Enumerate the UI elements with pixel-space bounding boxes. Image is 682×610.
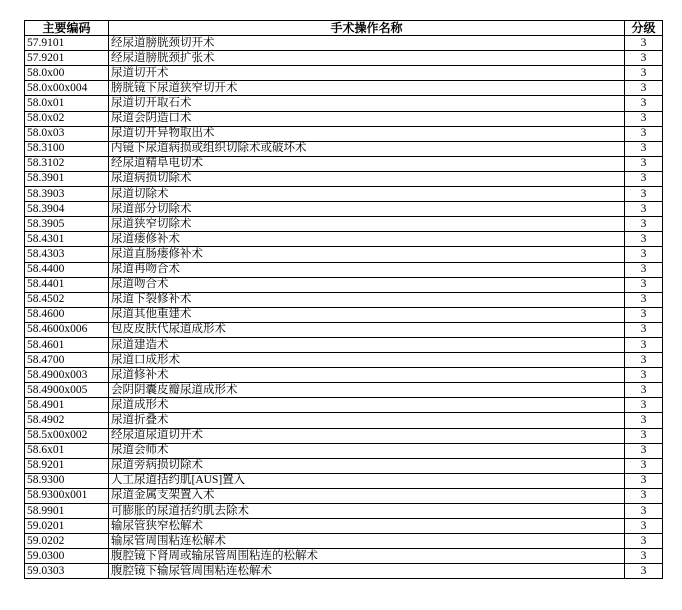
table-row <box>25 549 663 564</box>
row-grade: 3 <box>625 36 663 51</box>
row-grade: 3 <box>625 277 663 292</box>
table-row <box>25 262 663 277</box>
row-grade: 3 <box>625 262 663 277</box>
row-grade: 3 <box>625 217 663 232</box>
table-row <box>25 202 663 217</box>
row-code: 58.3100 <box>25 141 109 156</box>
row-procedure-name: 尿道其他重建术 <box>109 307 625 322</box>
row-grade: 3 <box>625 443 663 458</box>
table-row <box>25 36 663 51</box>
row-procedure-name: 尿道吻合术 <box>109 277 625 292</box>
table-row <box>25 156 663 171</box>
row-grade: 3 <box>625 156 663 171</box>
header-name: 手术操作名称 <box>109 21 625 36</box>
row-grade: 3 <box>625 428 663 443</box>
table-row <box>25 232 663 247</box>
row-code: 58.3904 <box>25 202 109 217</box>
row-code: 59.0303 <box>25 564 109 579</box>
row-code: 58.0x00x004 <box>25 81 109 96</box>
row-procedure-name: 尿道下裂修补术 <box>109 292 625 307</box>
row-code: 58.3102 <box>25 156 109 171</box>
row-code: 58.4401 <box>25 277 109 292</box>
row-code: 58.0x03 <box>25 126 109 141</box>
row-code: 58.9201 <box>25 458 109 473</box>
row-grade: 3 <box>625 141 663 156</box>
row-procedure-name: 内镜下尿道病损或组织切除术或破坏术 <box>109 141 625 156</box>
header-row <box>25 21 663 36</box>
table-row <box>25 277 663 292</box>
row-procedure-name: 腹腔镜下肾周或输尿管周围粘连的松解术 <box>109 549 625 564</box>
row-procedure-name: 尿道修补术 <box>109 368 625 383</box>
table-row <box>25 171 663 186</box>
row-procedure-name: 经尿道精阜电切术 <box>109 156 625 171</box>
table-row <box>25 111 663 126</box>
row-code: 58.9901 <box>25 504 109 519</box>
table-row <box>25 81 663 96</box>
row-procedure-name: 输尿管周围粘连松解术 <box>109 534 625 549</box>
row-code: 58.4700 <box>25 353 109 368</box>
row-grade: 3 <box>625 398 663 413</box>
table-row <box>25 353 663 368</box>
table-row <box>25 473 663 488</box>
row-grade: 3 <box>625 337 663 352</box>
row-procedure-name: 人工尿道括约肌[AUS]置入 <box>109 473 625 488</box>
row-procedure-name: 经尿道尿道切开术 <box>109 428 625 443</box>
row-procedure-name: 尿道病损切除术 <box>109 171 625 186</box>
row-procedure-name: 包皮皮肤代尿道成形术 <box>109 322 625 337</box>
row-code: 59.0300 <box>25 549 109 564</box>
row-grade: 3 <box>625 187 663 202</box>
row-code: 58.6x01 <box>25 443 109 458</box>
row-code: 58.9300x001 <box>25 488 109 503</box>
table-row <box>25 187 663 202</box>
row-code: 58.3905 <box>25 217 109 232</box>
row-code: 58.0x00 <box>25 66 109 81</box>
row-procedure-name: 尿道切除术 <box>109 187 625 202</box>
header-code: 主要编码 <box>25 21 109 36</box>
row-grade: 3 <box>625 247 663 262</box>
table-row <box>25 383 663 398</box>
row-grade: 3 <box>625 519 663 534</box>
row-code: 58.4600 <box>25 307 109 322</box>
row-grade: 3 <box>625 307 663 322</box>
row-procedure-name: 尿道切开术 <box>109 66 625 81</box>
row-grade: 3 <box>625 534 663 549</box>
row-procedure-name: 会阴阴囊皮瓣尿道成形术 <box>109 383 625 398</box>
header-grade: 分级 <box>625 21 663 36</box>
row-code: 59.0201 <box>25 519 109 534</box>
row-procedure-name: 可膨胀的尿道括约肌去除术 <box>109 504 625 519</box>
table-row <box>25 398 663 413</box>
table-row <box>25 534 663 549</box>
table-row <box>25 564 663 579</box>
row-code: 58.4301 <box>25 232 109 247</box>
table-row <box>25 413 663 428</box>
row-code: 58.5x00x002 <box>25 428 109 443</box>
table-header <box>25 21 663 36</box>
row-procedure-name: 尿道口成形术 <box>109 353 625 368</box>
table-row <box>25 217 663 232</box>
row-code: 58.0x01 <box>25 96 109 111</box>
row-grade: 3 <box>625 322 663 337</box>
table-row <box>25 368 663 383</box>
row-code: 58.4900x003 <box>25 368 109 383</box>
row-grade: 3 <box>625 111 663 126</box>
table-row <box>25 126 663 141</box>
row-procedure-name: 尿道直肠瘘修补术 <box>109 247 625 262</box>
table-row <box>25 292 663 307</box>
row-code: 58.4400 <box>25 262 109 277</box>
row-procedure-name: 尿道瘘修补术 <box>109 232 625 247</box>
table-row <box>25 307 663 322</box>
row-grade: 3 <box>625 413 663 428</box>
row-procedure-name: 尿道部分切除术 <box>109 202 625 217</box>
row-code: 58.4601 <box>25 337 109 352</box>
row-procedure-name: 尿道折叠术 <box>109 413 625 428</box>
row-procedure-name: 输尿管狭窄松解术 <box>109 519 625 534</box>
table-row <box>25 247 663 262</box>
table-row <box>25 141 663 156</box>
table-row <box>25 96 663 111</box>
row-grade: 3 <box>625 96 663 111</box>
row-grade: 3 <box>625 292 663 307</box>
row-code: 57.9201 <box>25 51 109 66</box>
table-row <box>25 443 663 458</box>
row-code: 58.0x02 <box>25 111 109 126</box>
table-row <box>25 519 663 534</box>
row-grade: 3 <box>625 51 663 66</box>
row-code: 58.3903 <box>25 187 109 202</box>
row-grade: 3 <box>625 504 663 519</box>
table-row <box>25 504 663 519</box>
row-grade: 3 <box>625 383 663 398</box>
row-procedure-name: 经尿道膀胱颈切开术 <box>109 36 625 51</box>
table-row <box>25 488 663 503</box>
row-procedure-name: 腹腔镜下输尿管周围粘连松解术 <box>109 564 625 579</box>
table-row <box>25 51 663 66</box>
row-procedure-name: 尿道金属支架置入术 <box>109 488 625 503</box>
row-code: 58.3901 <box>25 171 109 186</box>
row-procedure-name: 尿道成形术 <box>109 398 625 413</box>
row-procedure-name: 尿道再吻合术 <box>109 262 625 277</box>
row-grade: 3 <box>625 126 663 141</box>
row-grade: 3 <box>625 488 663 503</box>
row-procedure-name: 尿道会阴造口术 <box>109 111 625 126</box>
table-row <box>25 428 663 443</box>
row-code: 58.4600x006 <box>25 322 109 337</box>
surgery-grade-table <box>24 20 663 579</box>
row-grade: 3 <box>625 66 663 81</box>
row-code: 58.4502 <box>25 292 109 307</box>
row-grade: 3 <box>625 232 663 247</box>
table-body <box>25 36 663 579</box>
row-grade: 3 <box>625 549 663 564</box>
table-row <box>25 322 663 337</box>
table-row <box>25 66 663 81</box>
row-procedure-name: 尿道切开取石术 <box>109 96 625 111</box>
row-grade: 3 <box>625 353 663 368</box>
row-procedure-name: 尿道旁病损切除术 <box>109 458 625 473</box>
row-code: 58.4901 <box>25 398 109 413</box>
row-procedure-name: 尿道建造术 <box>109 337 625 352</box>
row-code: 57.9101 <box>25 36 109 51</box>
row-grade: 3 <box>625 473 663 488</box>
row-grade: 3 <box>625 81 663 96</box>
row-grade: 3 <box>625 171 663 186</box>
row-code: 58.4303 <box>25 247 109 262</box>
row-grade: 3 <box>625 368 663 383</box>
row-code: 59.0202 <box>25 534 109 549</box>
row-procedure-name: 尿道会师术 <box>109 443 625 458</box>
row-procedure-name: 膀胱镜下尿道狭窄切开术 <box>109 81 625 96</box>
table-row <box>25 337 663 352</box>
row-procedure-name: 尿道狭窄切除术 <box>109 217 625 232</box>
table-row <box>25 458 663 473</box>
row-code: 58.9300 <box>25 473 109 488</box>
row-procedure-name: 经尿道膀胱颈扩张术 <box>109 51 625 66</box>
row-code: 58.4900x005 <box>25 383 109 398</box>
row-grade: 3 <box>625 564 663 579</box>
row-grade: 3 <box>625 202 663 217</box>
row-code: 58.4902 <box>25 413 109 428</box>
row-grade: 3 <box>625 458 663 473</box>
row-procedure-name: 尿道切开异物取出术 <box>109 126 625 141</box>
